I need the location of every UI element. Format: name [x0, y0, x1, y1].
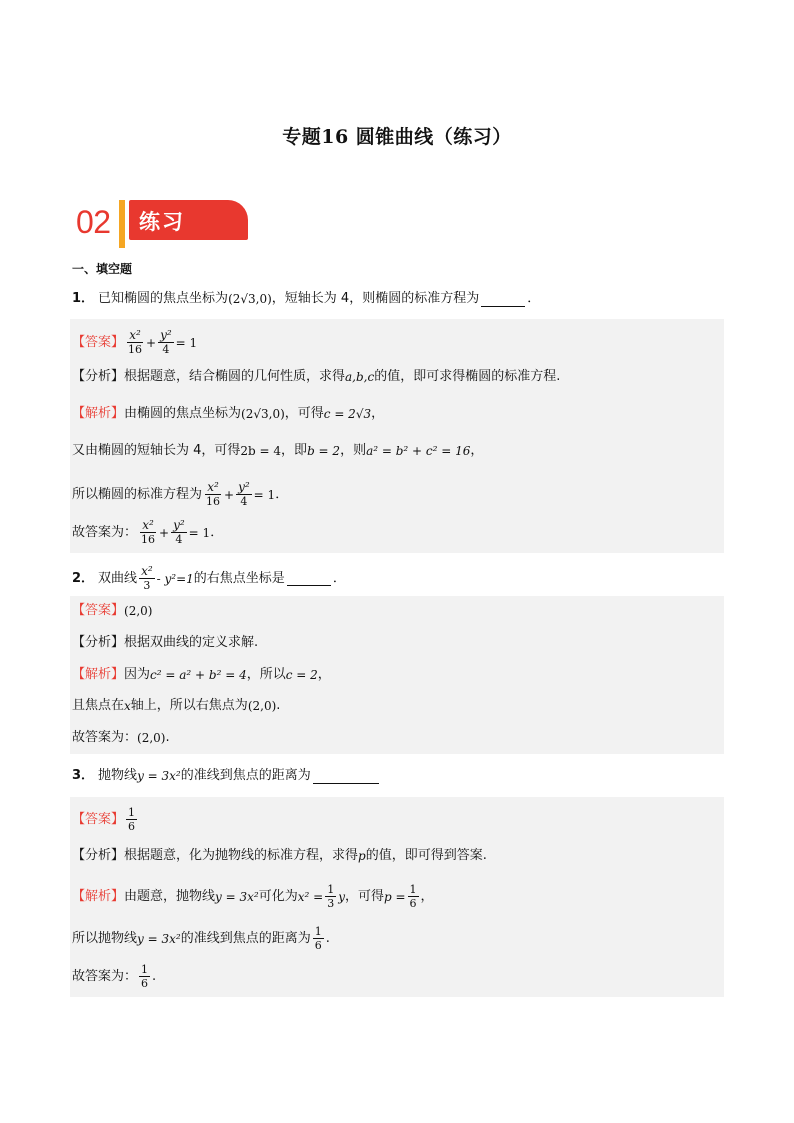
math-text: = 1 [253, 487, 276, 502]
solution-text: 的准线到焦点的距离为 [180, 930, 311, 946]
question-text: ，短轴长为 4，则椭圆的标准方程为 [271, 291, 480, 306]
analysis-text: 根据题意，化为抛物线的标准方程，求得 [124, 848, 359, 863]
solution-text: ， [371, 406, 385, 421]
math-text: (2,0) [247, 699, 277, 713]
solution-tag: 【解析】 [72, 888, 125, 904]
solution-text: ． [210, 524, 224, 540]
solution-text: ，可得 [284, 406, 324, 421]
answer-blank [287, 571, 331, 586]
math-text: b = 2 [307, 444, 341, 458]
final-tag: 故答案为： [72, 968, 138, 984]
badge-number: 02 [76, 204, 111, 240]
fraction: $\frac{\text{y²}}{4}$ [160, 328, 172, 356]
solution-text: ， [317, 667, 331, 682]
fraction: $\frac{\text{x²}}{3}$ [141, 564, 153, 592]
solution-text: 可化为 [258, 888, 298, 904]
solution-row-1 [72, 665, 331, 685]
section-heading: 一、填空题 [72, 262, 133, 276]
solution-row-2 [72, 441, 483, 461]
math-text: c = 2√3 [323, 407, 372, 421]
fraction: $\frac{\text{y²}}{4}$ [238, 480, 250, 508]
solution-text: ，即 [281, 443, 308, 458]
answer-tag: 【答案】 [72, 603, 125, 618]
math-text: y = 3x² [137, 931, 181, 946]
answer-tag: 【答案】 [72, 334, 125, 350]
math-focus: (2√3,0) [241, 407, 285, 421]
question-3 [72, 766, 381, 786]
final-row [72, 728, 170, 748]
math-focus: (2√3,0) [228, 292, 272, 306]
answer-tag: 【答案】 [72, 811, 125, 827]
fraction: $\frac{\text{x²}}{16}$ [128, 328, 143, 356]
answer-box-2 [70, 596, 724, 754]
math-text: = 1 [175, 335, 198, 350]
solution-row-2 [72, 925, 330, 952]
math-text: p = [383, 889, 406, 904]
analysis-row [72, 846, 487, 866]
analysis-text: 的值，即可得到答案. [365, 848, 487, 863]
solution-text: 所以抛物线 [72, 930, 138, 946]
question-number: 1． [72, 291, 95, 306]
math-vars: a,b,c [345, 370, 375, 384]
solution-row-3 [72, 481, 288, 508]
final-tag: 故答案为： [72, 524, 138, 540]
fraction: $\frac{1}{6}$ [409, 883, 417, 910]
final-tag: 故答案为： [72, 730, 138, 745]
solution-text: 由椭圆的焦点坐标为 [124, 406, 242, 421]
answer-blank [313, 769, 379, 784]
solution-tag: 【解析】 [72, 667, 125, 682]
solution-text: ，则 [340, 443, 367, 458]
solution-text: 由题意，抛物线 [124, 888, 216, 904]
solution-text: 轴上，所以右焦点为 [130, 698, 248, 713]
fraction: $\frac{\text{x²}}{16}$ [206, 480, 221, 508]
page-title: 专题16 圆锥曲线（练习） [282, 126, 512, 148]
question-text: 的右焦点坐标是 [193, 570, 285, 586]
solution-text: ， [420, 888, 434, 904]
question-text: 已知椭圆的焦点坐标为 [98, 291, 229, 306]
badge-dot [278, 207, 284, 213]
math-op: + [146, 335, 157, 350]
solution-text: . [152, 968, 157, 984]
question-2 [72, 565, 346, 592]
solution-row-2 [72, 696, 280, 716]
solution-text: 且焦点在 [72, 698, 125, 713]
analysis-text: 的值，即可求得椭圆的标准方程. [374, 369, 561, 384]
fraction: $\frac{1}{6}$ [314, 925, 322, 952]
solution-text: . [165, 730, 170, 745]
solution-text: . [276, 698, 281, 713]
math-text: p [358, 849, 366, 863]
solution-text: ， [470, 443, 484, 458]
math-text: (2,0) [137, 731, 166, 745]
question-1 [72, 289, 540, 309]
answer-blank [481, 292, 525, 307]
fraction: $\frac{1}{6}$ [141, 963, 149, 990]
math-text: x [124, 699, 131, 713]
math-text: x² = [297, 889, 324, 904]
math-text: y = 3x² [215, 889, 259, 904]
analysis-tag: 【分析】 [72, 848, 125, 863]
question-number: 3． [72, 768, 95, 783]
answer-row [72, 329, 197, 356]
final-row [72, 519, 223, 546]
solution-text: ，可得 [344, 888, 384, 904]
fraction: $\frac{1}{3}$ [327, 883, 335, 910]
question-number: 2． [72, 570, 95, 586]
question-text: ． [332, 570, 346, 586]
answer-box-1 [70, 319, 724, 553]
analysis-row [72, 367, 560, 387]
solution-text: 所以椭圆的标准方程为 [72, 486, 203, 502]
badge-label-box [129, 200, 248, 240]
final-row [72, 963, 156, 990]
math-op: + [224, 487, 235, 502]
solution-text: ，所以 [246, 667, 286, 682]
solution-text: 又由椭圆的短轴长为 4，可得 [72, 443, 241, 458]
badge-accent-bar [119, 200, 125, 248]
answer-row [72, 806, 139, 833]
question-text: 双曲线 [98, 570, 138, 586]
question-text: ． [527, 291, 541, 306]
math-text: y [338, 889, 345, 904]
answer-value: (2,0) [124, 604, 153, 618]
math-text: c = 2 [285, 668, 318, 682]
math-op: + [159, 525, 170, 540]
solution-text: 因为 [124, 667, 151, 682]
analysis-text: 根据双曲线的定义求解. [124, 635, 259, 650]
section-badge [74, 198, 254, 250]
math-text: c² = a² + b² = 4 [150, 668, 247, 682]
question-text: 的准线到焦点的距离为 [180, 768, 311, 783]
badge-label: 练习 [139, 210, 185, 234]
math-text: a² = b² + c² = 16 [366, 444, 471, 458]
analysis-tag: 【分析】 [72, 635, 125, 650]
answer-row [72, 601, 152, 621]
math-text: 2b = 4 [240, 444, 282, 458]
analysis-row [72, 633, 258, 653]
solution-text: ． [275, 486, 289, 502]
math-text: - y²=1 [156, 571, 194, 586]
solution-row-1 [72, 404, 384, 424]
fraction: $\frac{\text{y²}}{4}$ [173, 518, 185, 546]
solution-text: . [325, 930, 330, 946]
fraction: $\frac{\text{x²}}{16}$ [141, 518, 156, 546]
solution-row-1 [72, 883, 434, 910]
analysis-tag: 【分析】 [72, 369, 125, 384]
question-text: 抛物线 [98, 768, 138, 783]
analysis-text: 根据题意，结合椭圆的几何性质，求得 [124, 369, 346, 384]
fraction: $\frac{1}{6}$ [128, 806, 136, 833]
math-text: y = 3x² [137, 769, 181, 783]
answer-box-3 [70, 797, 724, 997]
math-text: = 1 [188, 525, 211, 540]
solution-tag: 【解析】 [72, 406, 125, 421]
